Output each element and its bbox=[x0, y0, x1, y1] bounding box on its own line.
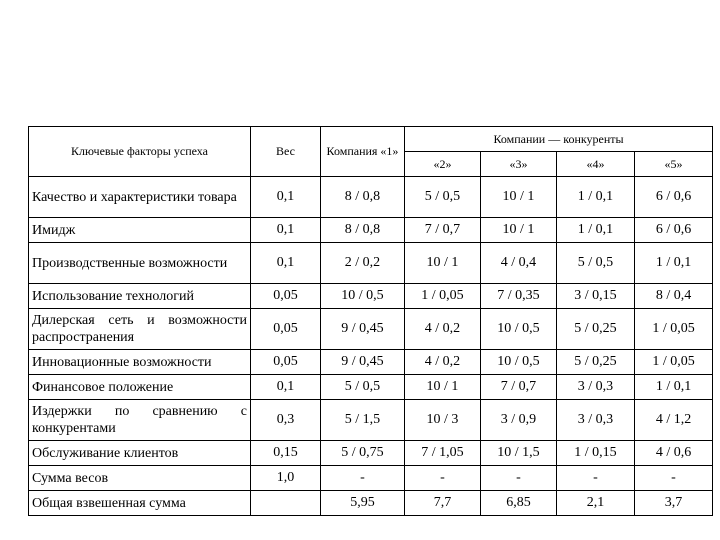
competitor-3-cell: 10 / 1,5 bbox=[481, 441, 557, 466]
header-competitor-4: «4» bbox=[557, 152, 635, 177]
factor-cell: Финансовое положение bbox=[29, 375, 251, 400]
factor-cell: Дилерская сеть и возможности распространения bbox=[29, 309, 251, 350]
company-1-cell: 10 / 0,5 bbox=[321, 284, 405, 309]
weight-cell: 0,05 bbox=[251, 309, 321, 350]
company-1-cell: 8 / 0,8 bbox=[321, 218, 405, 243]
competitor-5-cell: 4 / 1,2 bbox=[635, 400, 713, 441]
competitor-2-cell: 5 / 0,5 bbox=[405, 177, 481, 218]
competitor-4-cell: 5 / 0,5 bbox=[557, 243, 635, 284]
table-row bbox=[29, 400, 713, 441]
table-body bbox=[29, 177, 713, 516]
competitor-3-cell: 4 / 0,4 bbox=[481, 243, 557, 284]
table-row bbox=[29, 441, 713, 466]
competitor-5-cell: 1 / 0,1 bbox=[635, 375, 713, 400]
competitor-3-cell: 10 / 1 bbox=[481, 177, 557, 218]
competitor-3-cell: 10 / 0,5 bbox=[481, 350, 557, 375]
competitor-3-cell: 10 / 0,5 bbox=[481, 309, 557, 350]
company-1-cell: 5 / 0,5 bbox=[321, 375, 405, 400]
table-row bbox=[29, 466, 713, 491]
weight-cell: 1,0 bbox=[251, 466, 321, 491]
competitor-5-cell: 6 / 0,6 bbox=[635, 177, 713, 218]
factor-cell: Производственные возможности bbox=[29, 243, 251, 284]
competitor-2-cell: 10 / 1 bbox=[405, 243, 481, 284]
competitor-4-cell: 1 / 0,1 bbox=[557, 177, 635, 218]
company-1-cell: - bbox=[321, 466, 405, 491]
weight-cell: 0,1 bbox=[251, 218, 321, 243]
competitor-5-cell: 1 / 0,05 bbox=[635, 350, 713, 375]
competitor-3-cell: 7 / 0,35 bbox=[481, 284, 557, 309]
competitor-3-cell: 3 / 0,9 bbox=[481, 400, 557, 441]
factor-cell: Обслуживание клиентов bbox=[29, 441, 251, 466]
competitor-3-cell: 10 / 1 bbox=[481, 218, 557, 243]
company-1-cell: 5 / 0,75 bbox=[321, 441, 405, 466]
factor-cell: Издержки по сравнению с конкурентами bbox=[29, 400, 251, 441]
factor-cell: Имидж bbox=[29, 218, 251, 243]
company-1-cell: 9 / 0,45 bbox=[321, 350, 405, 375]
company-1-cell: 5 / 1,5 bbox=[321, 400, 405, 441]
factor-cell: Общая взвешенная сумма bbox=[29, 491, 251, 516]
competitor-2-cell: 7 / 1,05 bbox=[405, 441, 481, 466]
competitor-4-cell: 2,1 bbox=[557, 491, 635, 516]
competitor-2-cell: 7,7 bbox=[405, 491, 481, 516]
weight-cell: 0,05 bbox=[251, 284, 321, 309]
factor-cell: Использование технологий bbox=[29, 284, 251, 309]
table-row bbox=[29, 350, 713, 375]
competitor-2-cell: 10 / 1 bbox=[405, 375, 481, 400]
competitor-2-cell: 4 / 0,2 bbox=[405, 309, 481, 350]
competitor-5-cell: 4 / 0,6 bbox=[635, 441, 713, 466]
table-row bbox=[29, 491, 713, 516]
competitor-4-cell: 5 / 0,25 bbox=[557, 309, 635, 350]
header-weight: Вес bbox=[251, 127, 321, 177]
competitor-5-cell: - bbox=[635, 466, 713, 491]
weight-cell: 0,3 bbox=[251, 400, 321, 441]
competitive-analysis-table bbox=[28, 126, 713, 516]
competitor-2-cell: 7 / 0,7 bbox=[405, 218, 481, 243]
competitor-4-cell: 3 / 0,15 bbox=[557, 284, 635, 309]
company-1-cell: 2 / 0,2 bbox=[321, 243, 405, 284]
competitor-3-cell: - bbox=[481, 466, 557, 491]
weight-cell: 0,1 bbox=[251, 375, 321, 400]
competitor-5-cell: 3,7 bbox=[635, 491, 713, 516]
competitor-5-cell: 6 / 0,6 bbox=[635, 218, 713, 243]
table-row bbox=[29, 177, 713, 218]
competitor-4-cell: 1 / 0,15 bbox=[557, 441, 635, 466]
table-row bbox=[29, 243, 713, 284]
competitor-5-cell: 1 / 0,1 bbox=[635, 243, 713, 284]
weight-cell: 0,1 bbox=[251, 177, 321, 218]
competitor-3-cell: 7 / 0,7 bbox=[481, 375, 557, 400]
company-1-cell: 5,95 bbox=[321, 491, 405, 516]
competitor-3-cell: 6,85 bbox=[481, 491, 557, 516]
competitor-4-cell: 1 / 0,1 bbox=[557, 218, 635, 243]
competitor-2-cell: 4 / 0,2 bbox=[405, 350, 481, 375]
company-1-cell: 9 / 0,45 bbox=[321, 309, 405, 350]
competitor-4-cell: 3 / 0,3 bbox=[557, 375, 635, 400]
weight-cell: 0,15 bbox=[251, 441, 321, 466]
competitor-5-cell: 1 / 0,05 bbox=[635, 309, 713, 350]
header-factor: Ключевые факторы успеха bbox=[29, 127, 251, 177]
competitor-2-cell: 10 / 3 bbox=[405, 400, 481, 441]
competitor-4-cell: - bbox=[557, 466, 635, 491]
weight-cell bbox=[251, 491, 321, 516]
weight-cell: 0,05 bbox=[251, 350, 321, 375]
company-1-cell: 8 / 0,8 bbox=[321, 177, 405, 218]
weight-cell: 0,1 bbox=[251, 243, 321, 284]
competitor-4-cell: 5 / 0,25 bbox=[557, 350, 635, 375]
competitor-2-cell: - bbox=[405, 466, 481, 491]
header-company: Компания «1» bbox=[321, 127, 405, 177]
table-row bbox=[29, 284, 713, 309]
header-competitor-3: «3» bbox=[481, 152, 557, 177]
factor-cell: Сумма весов bbox=[29, 466, 251, 491]
table-row bbox=[29, 309, 713, 350]
header-row bbox=[29, 127, 713, 152]
table-row bbox=[29, 375, 713, 400]
factor-cell: Качество и характеристики товара bbox=[29, 177, 251, 218]
header-competitor-5: «5» bbox=[635, 152, 713, 177]
header-competitor-2: «2» bbox=[405, 152, 481, 177]
competitor-4-cell: 3 / 0,3 bbox=[557, 400, 635, 441]
competitor-2-cell: 1 / 0,05 bbox=[405, 284, 481, 309]
competitor-5-cell: 8 / 0,4 bbox=[635, 284, 713, 309]
factor-cell: Инновационные возможности bbox=[29, 350, 251, 375]
table-row bbox=[29, 218, 713, 243]
header-competitors: Компании — конкуренты bbox=[405, 127, 713, 152]
